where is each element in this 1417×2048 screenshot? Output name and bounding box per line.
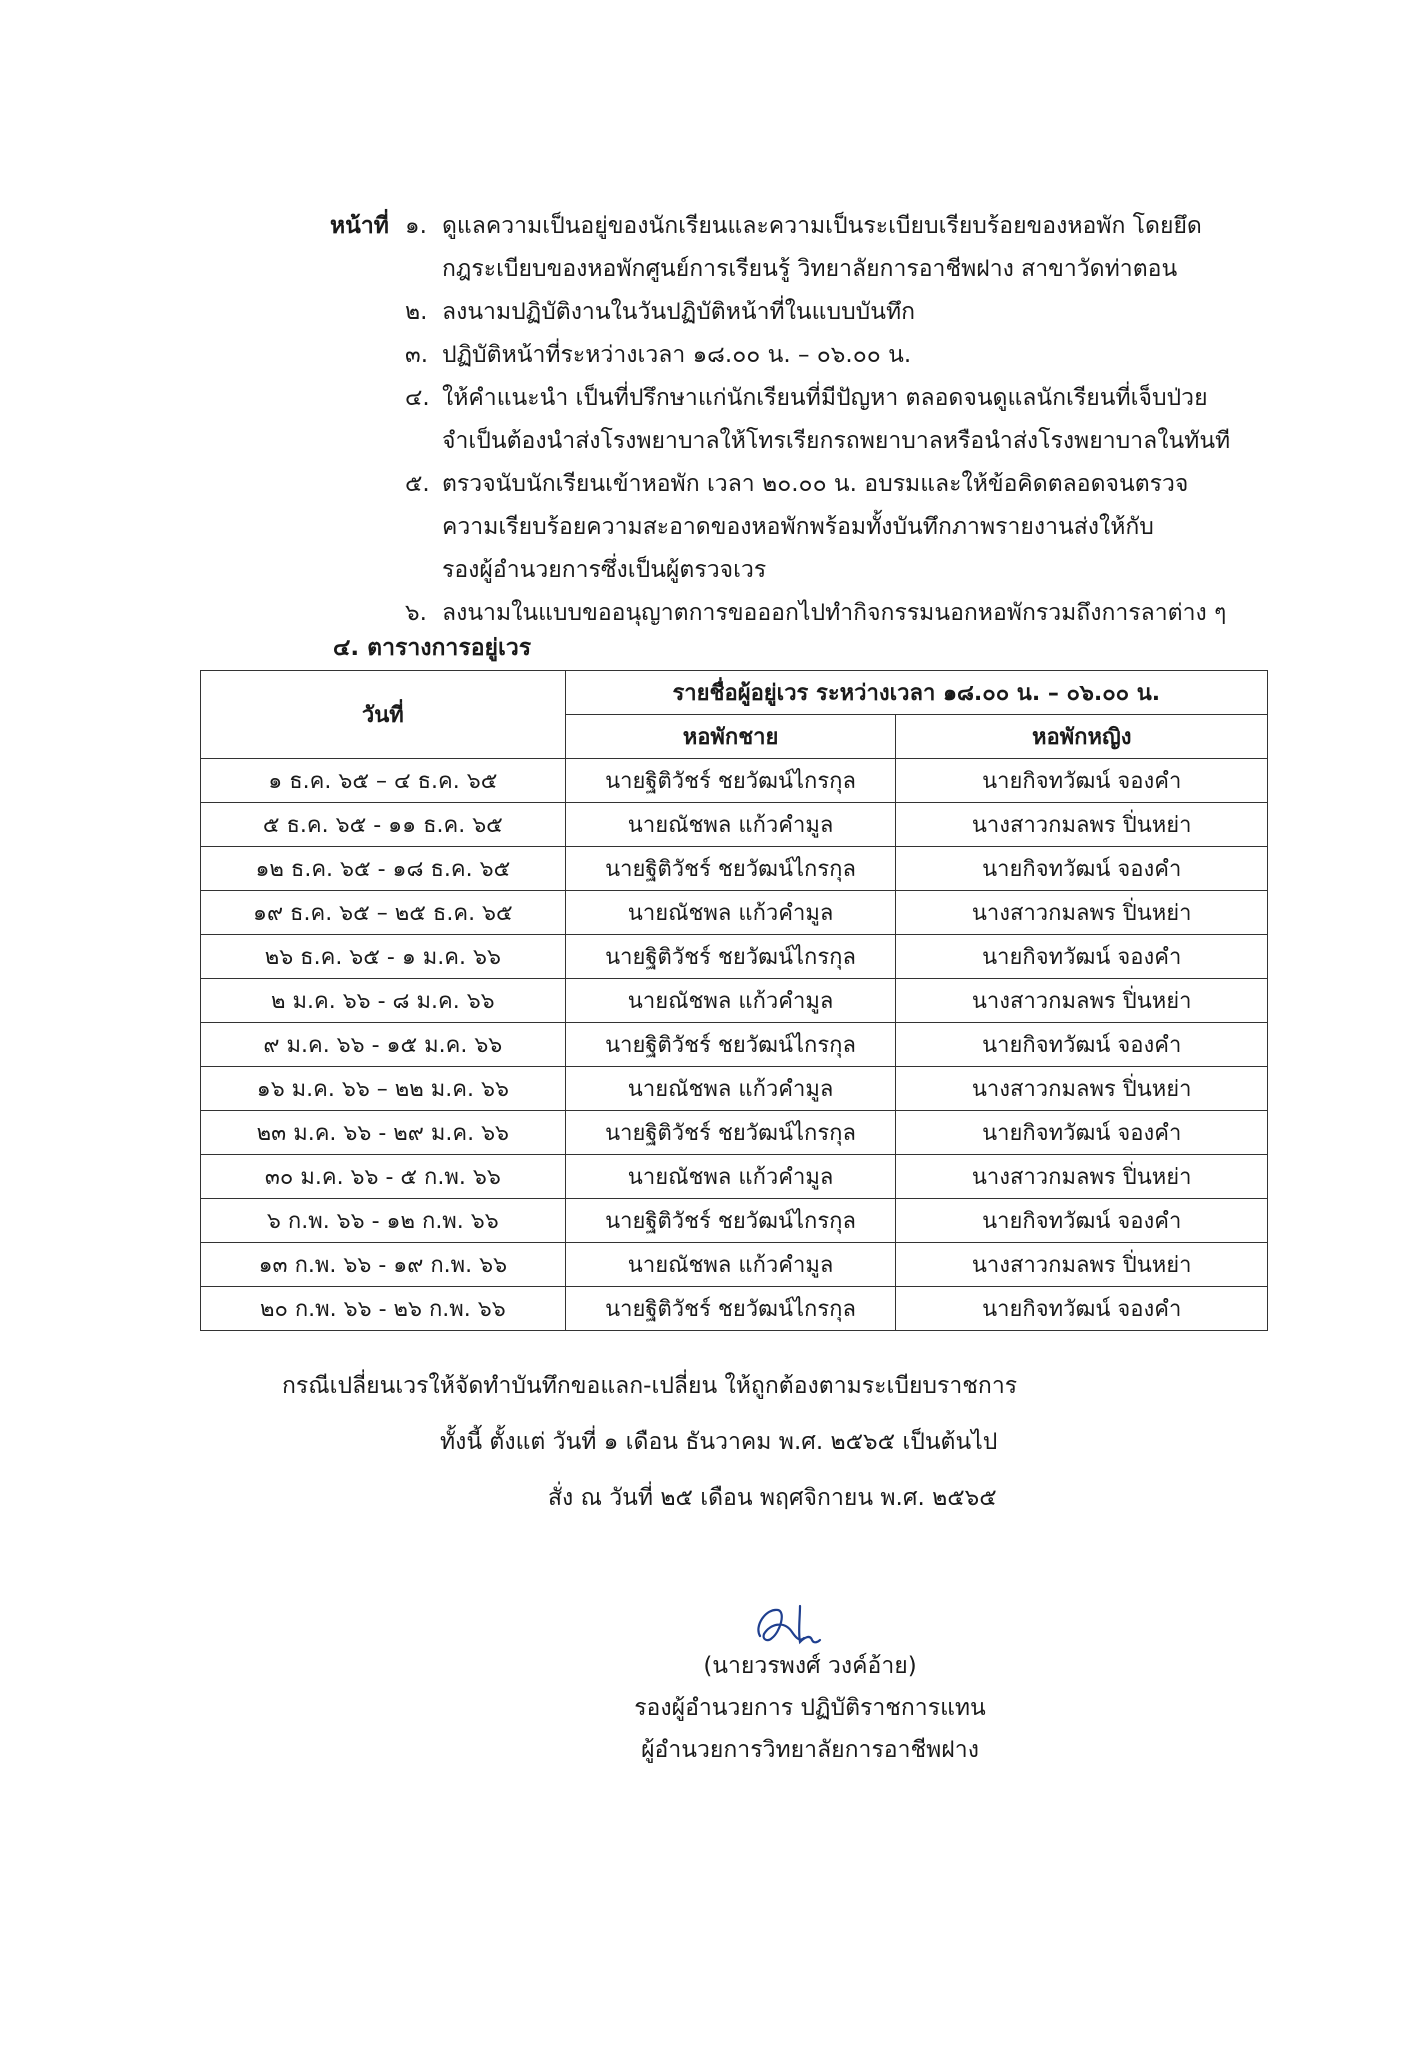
male-dorm-header: หอพักชาย xyxy=(565,715,896,759)
duty-date-cell: ๑ ธ.ค. ๖๕ – ๔ ธ.ค. ๖๕ xyxy=(201,759,566,803)
roster-row xyxy=(201,1155,1268,1199)
duty-item-continuation xyxy=(330,506,1230,549)
female-dorm-staff-cell: นางสาวกมลพร ปิ่นหย่า xyxy=(896,1243,1268,1287)
exchange-note: กรณีเปลี่ยนเวรให้จัดทำบันทึกขอแลก-เปลี่ยน ให้ถูกต้องตามระเบียบราชการ xyxy=(282,1373,1018,1399)
effective-date: ทั้งนี้ ตั้งแต่ วันที่ ๑ เดือน ธันวาคม พ.ศ. ๒๕๖๕ เป็นต้นไป xyxy=(440,1429,998,1455)
male-dorm-staff-cell: นายฐิติวัชร์ ชยวัฒน์ไกรกุล xyxy=(565,1023,896,1067)
duty-text: จำเป็นต้องนำส่งโรงพยาบาลให้โทรเรียกรถพยาบาลหรือนำส่งโรงพยาบาลในทันที xyxy=(442,428,1231,454)
duty-item-continuation xyxy=(330,549,1230,592)
duty-date-cell: ๖ ก.พ. ๖๖ - ๑๒ ก.พ. ๖๖ xyxy=(201,1199,566,1243)
male-dorm-staff-cell: นายณัชพล แก้วคำมูล xyxy=(565,1243,896,1287)
duty-date-cell: ๒ ม.ค. ๖๖ - ๘ ม.ค. ๖๖ xyxy=(201,979,566,1023)
duty-date-cell: ๒๐ ก.พ. ๖๖ - ๒๖ ก.พ. ๖๖ xyxy=(201,1287,566,1331)
duties-section xyxy=(330,205,1230,635)
signer-office: ผู้อำนวยการวิทยาลัยการอาชีพฝาง xyxy=(641,1737,979,1763)
female-dorm-staff-cell: นายกิจทวัฒน์ จองคำ xyxy=(896,1111,1268,1155)
duty-number: ๒. xyxy=(405,299,428,325)
duty-item xyxy=(330,205,1230,248)
male-dorm-staff-cell: นายณัชพล แก้วคำมูล xyxy=(565,803,896,847)
duty-item xyxy=(330,334,1230,377)
duty-number: ๔. xyxy=(405,385,430,411)
female-dorm-staff-cell: นางสาวกมลพร ปิ่นหย่า xyxy=(896,803,1268,847)
male-dorm-staff-cell: นายฐิติวัชร์ ชยวัฒน์ไกรกุล xyxy=(565,1287,896,1331)
duty-date-cell: ๙ ม.ค. ๖๖ - ๑๕ ม.ค. ๖๖ xyxy=(201,1023,566,1067)
duty-item-continuation xyxy=(330,420,1230,463)
roster-row xyxy=(201,759,1268,803)
duty-item xyxy=(330,291,1230,334)
duty-date-cell: ๒๖ ธ.ค. ๖๕ - ๑ ม.ค. ๖๖ xyxy=(201,935,566,979)
roster-row xyxy=(201,1199,1268,1243)
duty-item xyxy=(330,377,1230,420)
male-dorm-staff-cell: นายฐิติวัชร์ ชยวัฒน์ไกรกุล xyxy=(565,1199,896,1243)
signer-name: (นายวรพงศ์ วงค์อ้าย) xyxy=(703,1653,917,1679)
roster-body xyxy=(201,759,1268,1331)
roster-row xyxy=(201,1067,1268,1111)
roster-row xyxy=(201,891,1268,935)
duty-number: ๓. xyxy=(405,342,429,368)
male-dorm-staff-cell: นายณัชพล แก้วคำมูล xyxy=(565,1155,896,1199)
roster-row xyxy=(201,979,1268,1023)
duty-date-cell: ๓๐ ม.ค. ๖๖ - ๕ ก.พ. ๖๖ xyxy=(201,1155,566,1199)
duty-number: ๑. xyxy=(405,213,427,239)
roster-row xyxy=(201,935,1268,979)
signer-position: รองผู้อำนวยการ ปฏิบัติราชการแทน xyxy=(634,1695,986,1721)
duty-date-cell: ๒๓ ม.ค. ๖๖ - ๒๙ ม.ค. ๖๖ xyxy=(201,1111,566,1155)
roster-row xyxy=(201,1111,1268,1155)
staff-column-header: รายชื่อผู้อยู่เวร ระหว่างเวลา ๑๘.๐๐ น. – ๐๖.๐๐ น. xyxy=(565,671,1267,715)
female-dorm-header: หอพักหญิง xyxy=(896,715,1268,759)
duty-item xyxy=(330,463,1230,506)
duty-text: ให้คำแนะนำ เป็นที่ปรึกษาแก่นักเรียนที่มีปัญหา ตลอดจนดูแลนักเรียนที่เจ็บป่วย xyxy=(442,385,1208,411)
signature-block xyxy=(560,1645,1060,1771)
date-column-header: วันที่ xyxy=(201,671,566,759)
duty-text: รองผู้อำนวยการซึ่งเป็นผู้ตรวจเวร xyxy=(442,557,767,583)
female-dorm-staff-cell: นายกิจทวัฒน์ จองคำ xyxy=(896,1023,1268,1067)
duty-text: ลงนามปฏิบัติงานในวันปฏิบัติหน้าที่ในแบบบันทึก xyxy=(442,299,916,325)
roster-row xyxy=(201,803,1268,847)
duty-text: กฎระเบียบของหอพักศูนย์การเรียนรู้ วิทยาลัยการอาชีพฝาง สาขาวัดท่าตอน xyxy=(442,256,1178,282)
female-dorm-staff-cell: นายกิจทวัฒน์ จองคำ xyxy=(896,847,1268,891)
male-dorm-staff-cell: นายฐิติวัชร์ ชยวัฒน์ไกรกุล xyxy=(565,847,896,891)
male-dorm-staff-cell: นายณัชพล แก้วคำมูล xyxy=(565,891,896,935)
duty-date-cell: ๑๓ ก.พ. ๖๖ - ๑๙ ก.พ. ๖๖ xyxy=(201,1243,566,1287)
roster-row xyxy=(201,1023,1268,1067)
roster-row xyxy=(201,1287,1268,1331)
male-dorm-staff-cell: นายฐิติวัชร์ ชยวัฒน์ไกรกุล xyxy=(565,759,896,803)
duty-date-cell: ๑๖ ม.ค. ๖๖ – ๒๒ ม.ค. ๖๖ xyxy=(201,1067,566,1111)
duty-text: ดูแลความเป็นอยู่ของนักเรียนและความเป็นระเบียบเรียบร้อยของหอพัก โดยยึด xyxy=(442,213,1202,239)
duty-roster-table xyxy=(200,670,1268,1331)
duty-text: ตรวจนับนักเรียนเข้าหอพัก เวลา ๒๐.๐๐ น. อบรมและให้ข้อคิดตลอดจนตรวจ xyxy=(442,471,1189,497)
duty-number: ๕. xyxy=(405,471,430,497)
roster-row xyxy=(201,1243,1268,1287)
female-dorm-staff-cell: นายกิจทวัฒน์ จองคำ xyxy=(896,1199,1268,1243)
female-dorm-staff-cell: นางสาวกมลพร ปิ่นหย่า xyxy=(896,979,1268,1023)
male-dorm-staff-cell: นายฐิติวัชร์ ชยวัฒน์ไกรกุล xyxy=(565,1111,896,1155)
female-dorm-staff-cell: นางสาวกมลพร ปิ่นหย่า xyxy=(896,1067,1268,1111)
duty-item xyxy=(330,592,1230,635)
female-dorm-staff-cell: นายกิจทวัฒน์ จองคำ xyxy=(896,1287,1268,1331)
duty-text: ปฏิบัติหน้าที่ระหว่างเวลา ๑๘.๐๐ น. – ๐๖.๐๐ น. xyxy=(442,342,912,368)
female-dorm-staff-cell: นางสาวกมลพร ปิ่นหย่า xyxy=(896,1155,1268,1199)
female-dorm-staff-cell: นางสาวกมลพร ปิ่นหย่า xyxy=(896,891,1268,935)
order-date: สั่ง ณ วันที่ ๒๕ เดือน พฤศจิกายน พ.ศ. ๒๕๖๕ xyxy=(548,1485,997,1511)
duty-number: ๖. xyxy=(405,600,427,626)
male-dorm-staff-cell: นายฐิติวัชร์ ชยวัฒน์ไกรกุล xyxy=(565,935,896,979)
duty-text: ความเรียบร้อยความสะอาดของหอพักพร้อมทั้งบันทึกภาพรายงานส่งให้กับ xyxy=(442,514,1154,540)
duty-date-cell: ๑๙ ธ.ค. ๖๕ – ๒๕ ธ.ค. ๖๕ xyxy=(201,891,566,935)
female-dorm-staff-cell: นายกิจทวัฒน์ จองคำ xyxy=(896,935,1268,979)
female-dorm-staff-cell: นายกิจทวัฒน์ จองคำ xyxy=(896,759,1268,803)
schedule-heading: ๔. ตารางการอยู่เวร xyxy=(333,635,532,661)
male-dorm-staff-cell: นายณัชพล แก้วคำมูล xyxy=(565,1067,896,1111)
roster-row xyxy=(201,847,1268,891)
duty-text: ลงนามในแบบขออนุญาตการขอออกไปทำกิจกรรมนอกหอพักรวมถึงการลาต่าง ๆ xyxy=(442,600,1227,626)
duty-date-cell: ๕ ธ.ค. ๖๕ - ๑๑ ธ.ค. ๖๕ xyxy=(201,803,566,847)
duties-heading: หน้าที่ xyxy=(330,213,389,239)
male-dorm-staff-cell: นายณัชพล แก้วคำมูล xyxy=(565,979,896,1023)
duty-item-continuation xyxy=(330,248,1230,291)
duty-date-cell: ๑๒ ธ.ค. ๖๕ - ๑๘ ธ.ค. ๖๕ xyxy=(201,847,566,891)
